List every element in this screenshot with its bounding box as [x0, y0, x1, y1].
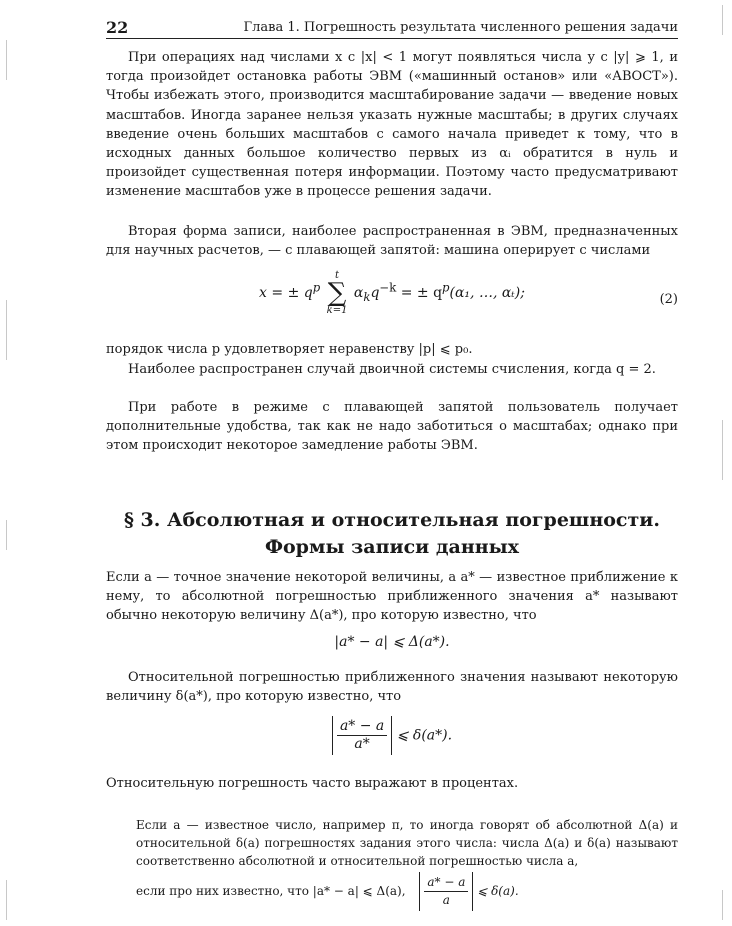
paragraph-convenience: При работе в режиме с плавающей запятой пользователь получает дополнительные удобства, так как не надо заботиться о масштабах; однако при этом происходит некоторое замедление работы ЭВМ. [106, 400, 678, 454]
eq2-left: x = ± q [259, 285, 313, 301]
sum-symbol: ∑ [327, 278, 347, 308]
equation-absolute-error [106, 634, 678, 650]
paragraph-relative-error: Относительной погрешностью приближенного значения называют некоторую величину δ(a*), про которую известно, что [106, 670, 678, 705]
paragraph-scaling: При операциях над числами x с |x| < 1 могут появляться числа y с |y| ⩾ 1, и тогда произойдет остановка работы ЭВМ («машинный останов» или «АВОСТ»). Чтобы избежать этого, производится масштабирование задачи — введение новых масштабов. Иногда заранее нельзя указать нужные масштабы; в других случаях введение очень больших масштабов с самого начала приведет к тому, что в исходных данных большое количество первых из αᵢ обратится в нуль и произойдет существенная потеря информации. Поэтому часто предусматривают изменение масштабов уже в процессе решения задачи. [106, 50, 678, 200]
note-text: Если a — известное число, например π, то иногда говорят об абсолютной Δ(a) и относительной δ(a) погрешностях задания этого числа: числа Δ(a) и δ(a) называют соответственно абсолютной и относительной погрешностью числа a, [136, 818, 678, 868]
paragraph-floating-point: Вторая форма записи, наиболее распространенная в ЭВМ, предназначенных для научных расчетов, — с плавающей запятой: машина оперирует с числами [106, 224, 678, 259]
paragraph-absolute-error: Если a — точное значение некоторой величины, а a* — известное приближение к нему, то абсолютной погрешностью приближенного значения a* называют обычно некоторую величину Δ(a*), про которую известно, что [106, 570, 678, 624]
note-fraction [424, 874, 468, 909]
sum-lower-limit: k=1 [326, 305, 348, 316]
equation-relative-error [106, 716, 678, 755]
right-margin-marks [722, 0, 726, 926]
relative-error-fraction [337, 718, 387, 753]
section-title [106, 507, 678, 561]
eq2-term-q: q [370, 285, 380, 301]
rel-rhs: ⩽ δ(a*). [396, 727, 453, 744]
note-denominator: a [442, 893, 450, 907]
eq2-right: = ± q [400, 285, 443, 301]
eq2-right-exp: p [442, 280, 450, 295]
section-title-line1: § 3. Абсолютная и относительная погрешности. [124, 509, 660, 531]
section-title-line2: Формы записи данных [264, 536, 520, 558]
note-numerator: a* − a [424, 874, 468, 892]
equation-2 [106, 270, 678, 330]
paragraph-binary: Наиболее распространен случай двоичной системы счисления, когда q = 2. [128, 362, 656, 377]
eq2-term: α [353, 285, 364, 301]
paragraph-order: порядок числа p удовлетворяет неравенству |p| ⩽ p₀. [106, 342, 473, 357]
note-abs [419, 872, 473, 911]
note-rhs: ⩽ δ(a). [477, 884, 519, 898]
sum-operator [327, 270, 348, 316]
eq2-term-sub: k [363, 289, 371, 304]
left-margin-marks [6, 0, 10, 926]
running-head: Глава 1. Погрешность результата численного решения задачи [243, 20, 678, 35]
rel-denominator: a* [354, 736, 370, 752]
page-header [106, 14, 678, 39]
eq2-right-args: (α₁, …, αₜ); [449, 285, 525, 301]
equation-number: (2) [659, 292, 678, 307]
rel-numerator: a* − a [337, 718, 387, 736]
page-number: 22 [106, 18, 129, 37]
note-condition-text: если про них известно, что |a* − a| ⩽ Δ(a), [136, 884, 406, 898]
note-paragraph [136, 816, 678, 911]
note-condition [136, 872, 678, 911]
eq2-left-exp: p [312, 280, 321, 295]
abs-error-formula: |a* − a| ⩽ Δ(a*). [334, 634, 450, 650]
sum-upper-limit: t [335, 270, 340, 281]
relative-error-abs [332, 716, 392, 755]
paragraph-percent: Относительную погрешность часто выражают в процентах. [106, 776, 519, 791]
eq2-term-exp: −k [379, 280, 397, 295]
